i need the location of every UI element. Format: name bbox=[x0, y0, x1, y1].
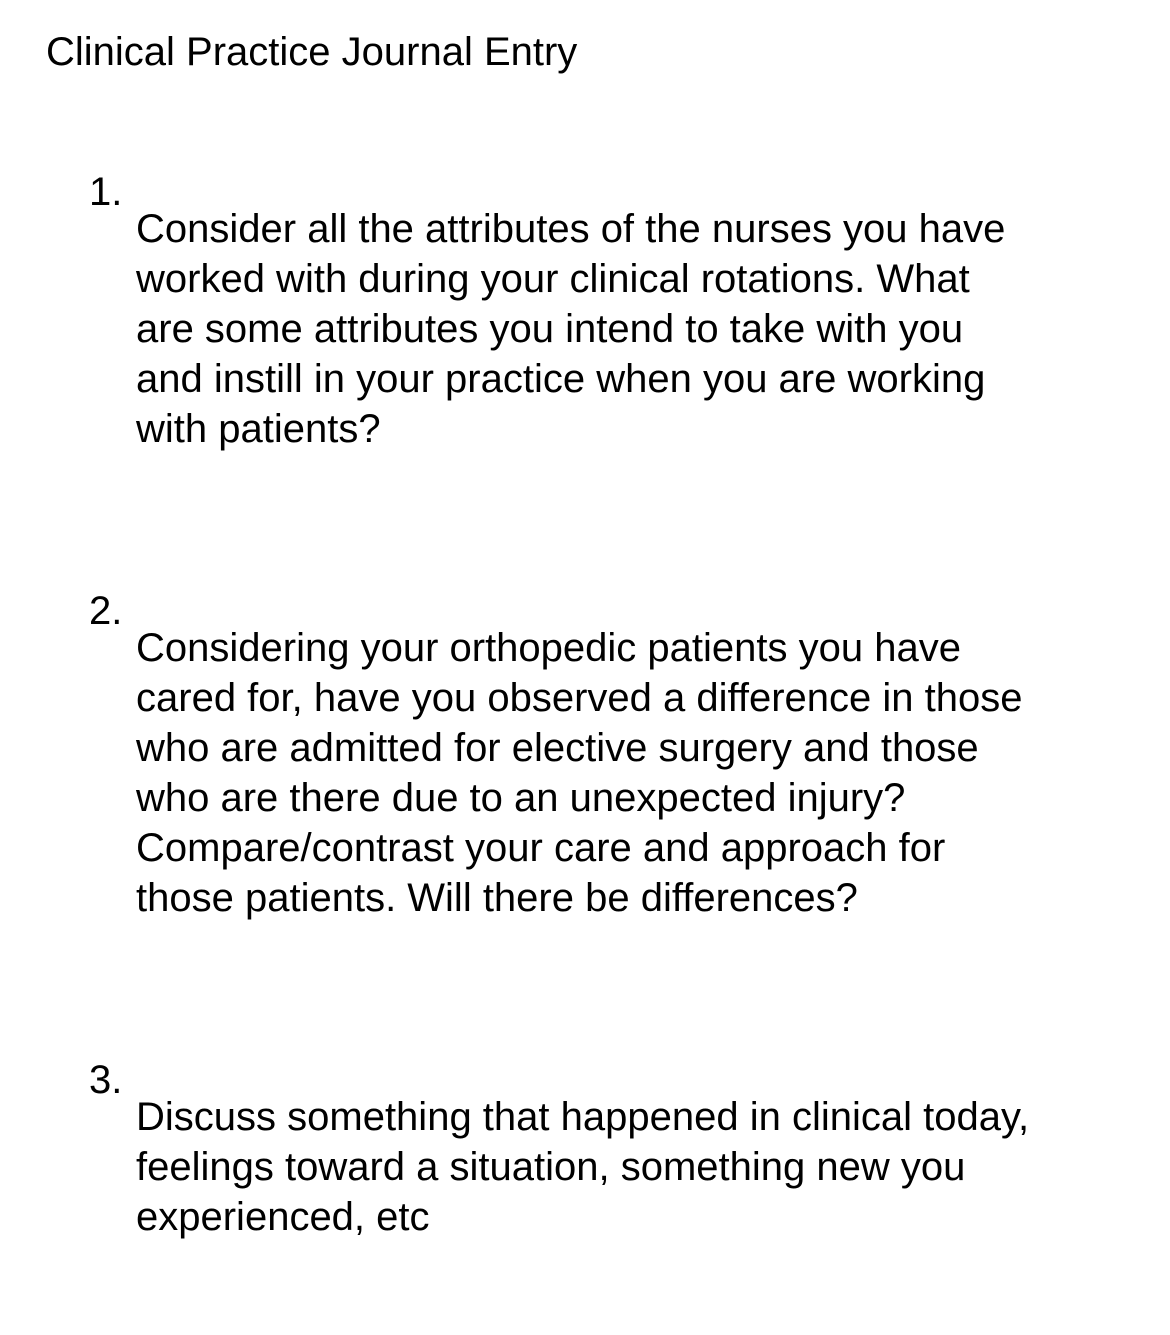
question-line: who are there due to an unexpected injury? bbox=[136, 776, 906, 820]
question-number: 3. bbox=[89, 1058, 123, 1102]
question-line: Considering your orthopedic patients you have bbox=[136, 626, 961, 670]
question-line: Consider all the attributes of the nurses you have bbox=[136, 207, 1006, 251]
question-text bbox=[136, 204, 1146, 454]
page-title: Clinical Practice Journal Entry bbox=[46, 30, 578, 74]
question-number: 2. bbox=[89, 589, 123, 633]
question-text bbox=[136, 1092, 1146, 1242]
question-line: and instill in your practice when you are working bbox=[136, 357, 986, 401]
question-line: Compare/contrast your care and approach for bbox=[136, 826, 946, 870]
question-number: 1. bbox=[89, 170, 123, 214]
question-line: those patients. Will there be differences? bbox=[136, 876, 858, 920]
question-line: experienced, etc bbox=[136, 1195, 430, 1239]
question-line: who are admitted for elective surgery and those bbox=[136, 726, 979, 770]
question-line: worked with during your clinical rotations. What bbox=[136, 257, 970, 301]
question-line: are some attributes you intend to take with you bbox=[136, 307, 964, 351]
question-line: cared for, have you observed a difference in those bbox=[136, 676, 1023, 720]
question-line: with patients? bbox=[136, 407, 381, 451]
question-line: Discuss something that happened in clinical today, bbox=[136, 1095, 1030, 1139]
question-text bbox=[136, 623, 1146, 923]
question-line: feelings toward a situation, something new you bbox=[136, 1145, 966, 1189]
